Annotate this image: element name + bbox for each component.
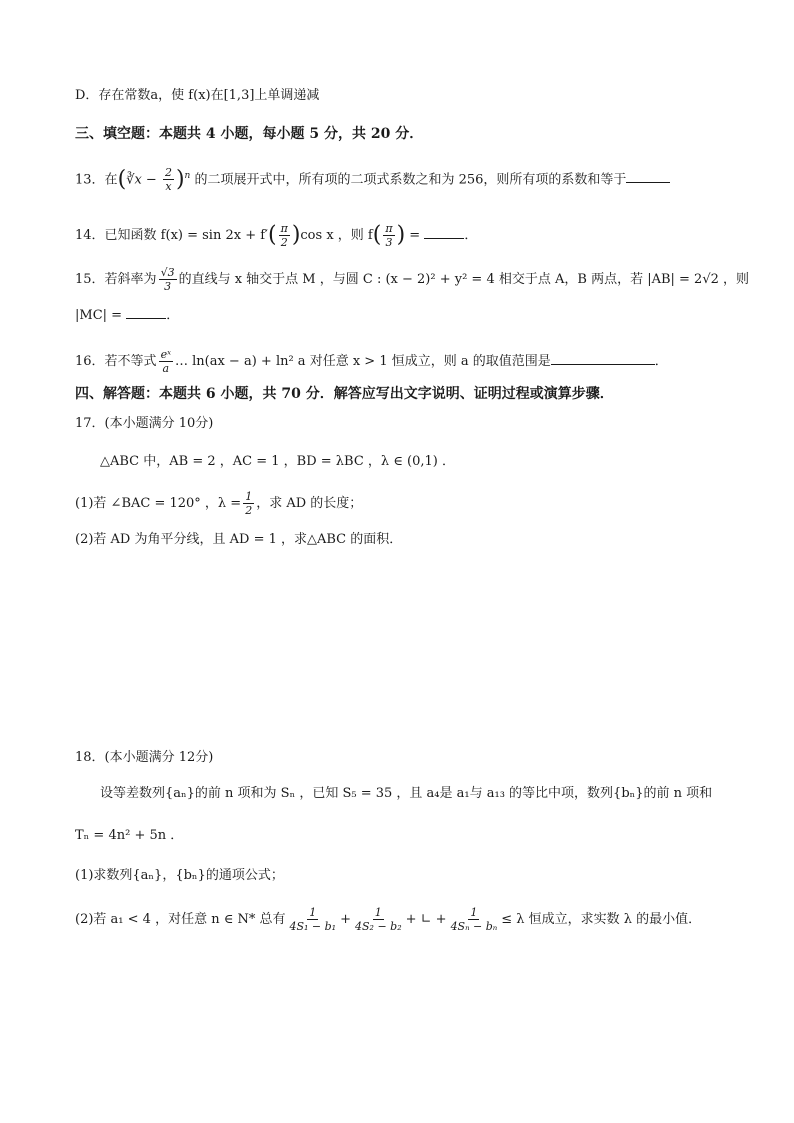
q17-part1 (75, 490, 734, 517)
q18-t2-num: 1 (374, 906, 382, 919)
q13-paren-open: ( (117, 166, 127, 192)
q13-number: 13． (75, 172, 105, 188)
section4-title: 四、解答题：本题共 6 小题，共 70 分．解答应写出文字说明、证明过程或演算步骤． (75, 386, 614, 402)
q15-post: 的直线与 x 轴交于点 M ，与圆 C : (x − 2)² + y² = 4 相交于点 A，B 两点，若 |AB| = 2√2 ，则 (178, 272, 750, 287)
q16-fraction (159, 348, 173, 375)
q13-frac-den: x (165, 180, 172, 194)
q13-fraction (163, 166, 174, 193)
q18-plus-1: + (340, 912, 351, 927)
q18-part1: (1)求数列{aₙ}，{bₙ}的通项公式； (75, 868, 284, 883)
q13-exponent: n (184, 171, 191, 181)
q14-number: 14． (75, 228, 105, 243)
q17-part2: (2)若 AD 为角平分线，且 AD = 1 ，求△ABC 的面积． (75, 532, 403, 547)
q16-frac-num: eˣ (160, 348, 171, 361)
q17-frac-num: 1 (245, 490, 253, 503)
q18-part2 (75, 906, 734, 933)
question-15 (75, 266, 750, 293)
q18-given-line2: Tₙ = 4n² + 5n ． (75, 828, 184, 843)
q15-frac-num: √3 (160, 266, 175, 279)
question-13: 13．在(∛x − $\frac{2}{x}$ )$^n$ 的二项展开式中，所有项的二项式系数之和为 256，则所有项的系数和等于 (75, 166, 734, 193)
q13-root-term: ∛x (126, 172, 142, 188)
q13-post: 的二项展开式中，所有项的二项式系数之和为 256，则所有项的系数和等于 (194, 172, 627, 188)
q13-pre: 在 (104, 172, 118, 188)
q16-post: … ln(ax − a) + ln² a 对任意 x > 1 恒成立，则 a 的取值范围是 (174, 354, 551, 369)
q18-part2-b: ≤ λ 恒成立，求实数 λ 的最小值． (501, 912, 702, 927)
q16-number: 16． (75, 354, 105, 369)
q15-pre: 若斜率为 (104, 272, 157, 287)
q18-term-n (449, 906, 500, 933)
q18-t1-den: 4S₁ − b₁ (289, 920, 337, 933)
q17-header: 17．(本小题满分 10分) (75, 416, 214, 431)
q18-t1-num: 1 (309, 906, 317, 919)
question-16: 16．若不等式 $\frac{\text{eˣ}}{a}$ … ln(ax − a) + ln² a 对任意 x > 1 恒成立，则 a 的取值范围是 ． (75, 348, 668, 375)
q18-t2-den: 4S₂ − b₂ (355, 920, 402, 933)
q18-header: 18．(本小题满分 12分) (75, 750, 214, 765)
q17-frac-den: 2 (245, 504, 253, 517)
option-d (75, 86, 734, 106)
q15-fraction (159, 266, 177, 293)
q14-text-a: 已知函数 f(x) = sin 2x + f′ (104, 228, 268, 243)
q17-part1-b: ，求 AD 的长度； (256, 496, 363, 511)
q17-part1-a: (1)若 ∠BAC = 120° ，λ = (75, 496, 242, 511)
q13-answer-blank (626, 170, 670, 183)
q18-plus-2: + ∟ + (405, 912, 447, 927)
q16-answer-blank (551, 352, 655, 365)
q13-frac-num: 2 (164, 166, 172, 180)
q14-paren1-open: ( (267, 222, 277, 248)
q15-answer-blank (126, 306, 166, 319)
q18-t3-den: 4Sₙ − bₙ (450, 920, 498, 933)
q18-given: 设等差数列{aₙ}的前 n 项和为 Sₙ ，已知 S₅ = 35 ，且 a₄是 a₁与 a₁₃ 的等比中项，数列{bₙ}的前 n 项和 (100, 786, 713, 801)
q14-frac1-den: 2 (280, 236, 288, 249)
q16-pre: 若不等式 (104, 354, 157, 369)
question-15-line2: |MC| = ． (75, 308, 180, 323)
q14-paren2-close: ) (396, 222, 406, 248)
q18-term-2 (353, 906, 404, 933)
q16-frac-den: a (162, 362, 170, 375)
q17-given: △ABC 中，AB = 2 ，AC = 1 ，BD = λBC ，λ ∈ (0,1) ． (100, 454, 455, 469)
option-d-text: D．存在常数a，使 f(x)在[1,3]上单调递减 (75, 88, 320, 103)
q18-term-1 (287, 906, 338, 933)
q18-t3-num: 1 (470, 906, 478, 919)
q14-paren2-open: ( (372, 222, 382, 248)
section3-title: 三、填空题：本题共 4 小题，每小题 5 分，共 20 分． (75, 126, 424, 142)
q14-answer-blank (424, 226, 464, 239)
q15-number: 15． (75, 272, 105, 287)
q17-part1-fraction (243, 490, 254, 517)
q14-fraction-1 (279, 222, 290, 249)
q14-frac2-den: 3 (385, 236, 393, 249)
q13-paren-close: ) (175, 166, 185, 192)
q14-text-c: = (409, 228, 421, 243)
q18-part2-a: (2)若 a₁ < 4 ，对任意 n ∈ N* 总有 (75, 912, 286, 927)
q14-text-b: cos x ，则 f (300, 228, 373, 243)
q14-frac2-num: π (385, 222, 393, 235)
q14-frac1-num: π (280, 222, 288, 235)
q14-paren1-close: ) (291, 222, 301, 248)
q15-line2-text: |MC| = (75, 308, 123, 323)
q15-frac-den: 3 (164, 280, 172, 293)
q14-fraction-2 (383, 222, 394, 249)
question-14: 14．已知函数 f(x) = sin 2x + f′( $\frac{\pi}{2}$ )cos x ，则 f( $\frac{\pi}{3}$ ) = ． (75, 222, 478, 249)
